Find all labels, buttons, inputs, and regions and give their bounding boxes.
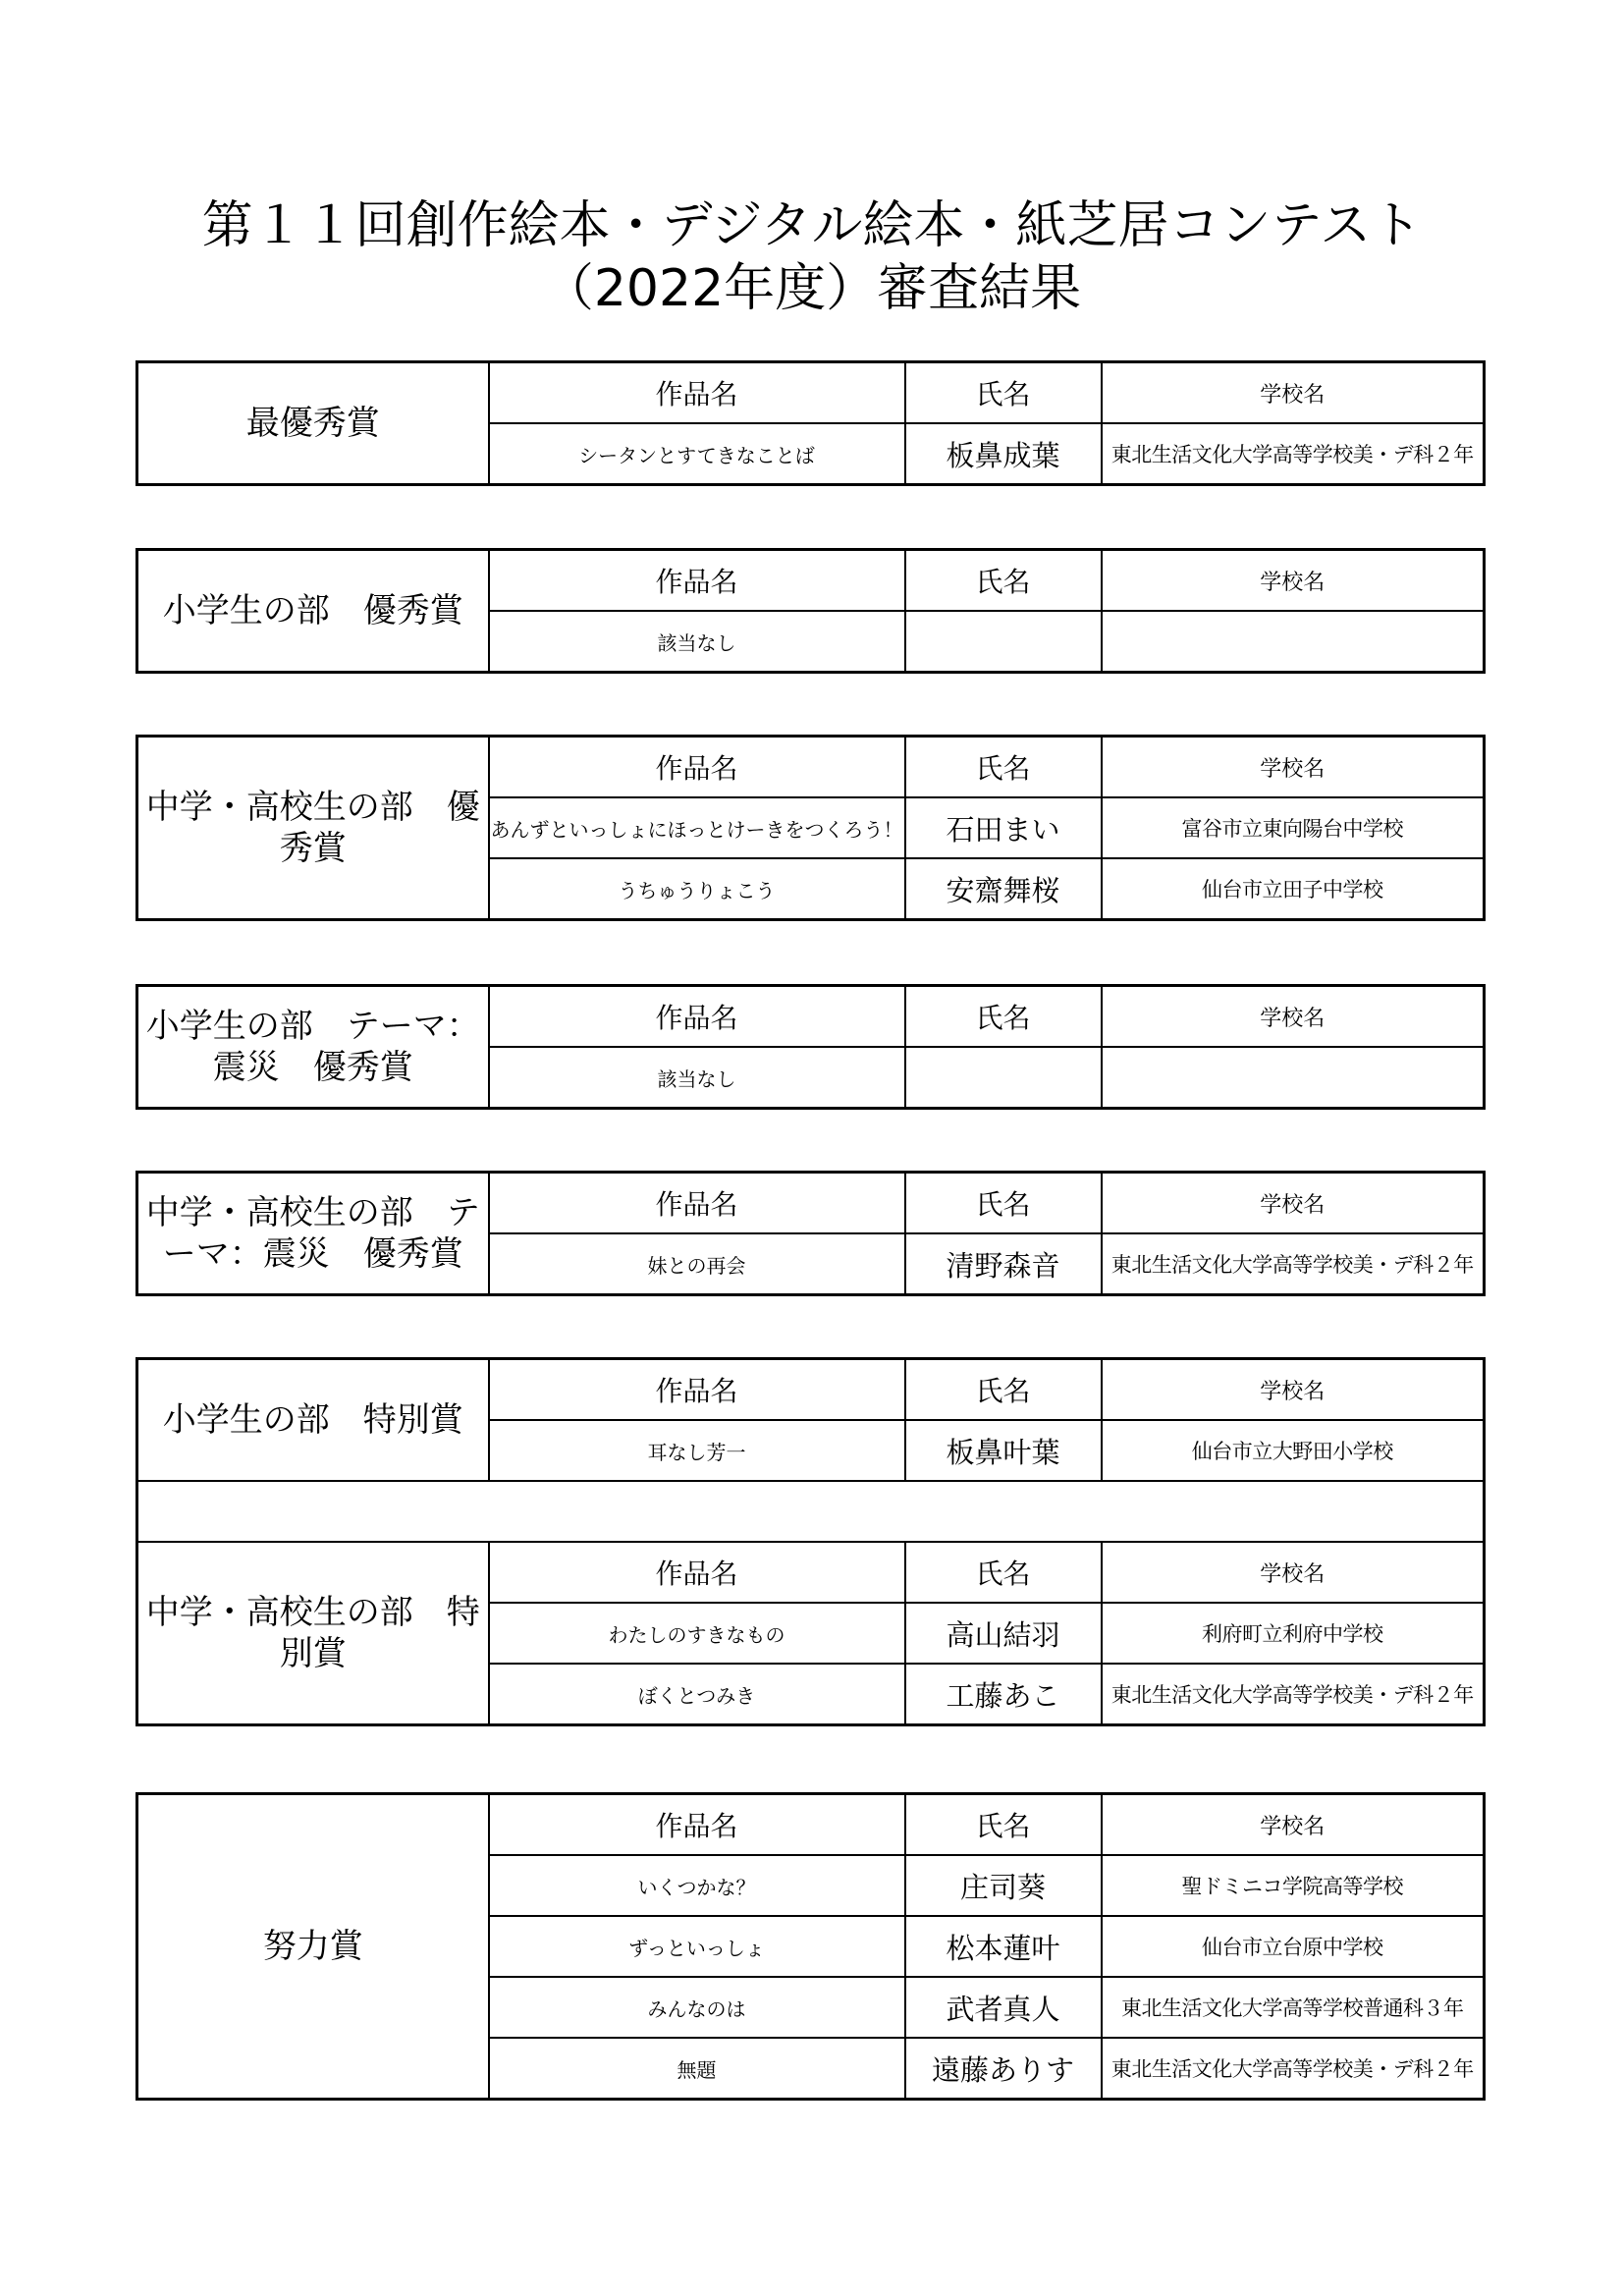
header-work: 作品名 (489, 362, 905, 424)
award-table-effort (135, 1792, 1486, 2101)
entry-school: 東北生活文化大学高等学校美・デ科２年 (1102, 1233, 1485, 1295)
header-school: 学校名 (1102, 1542, 1485, 1603)
entry-name: 遠藤ありす (905, 2038, 1102, 2100)
entry-work: 無題 (489, 2038, 905, 2100)
header-school: 学校名 (1102, 986, 1485, 1048)
award-category: 中学・高校生の部 特別賞 (137, 1542, 489, 1725)
entry-name: 板鼻成葉 (905, 423, 1102, 485)
entry-name: 庄司葵 (905, 1855, 1102, 1916)
entry-school: 東北生活文化大学高等学校美・デ科２年 (1102, 2038, 1485, 2100)
entry-work: 該当なし (489, 611, 905, 673)
header-work: 作品名 (489, 737, 905, 798)
header-name: 氏名 (905, 1359, 1102, 1421)
header-work: 作品名 (489, 986, 905, 1048)
entry-school: 仙台市立台原中学校 (1102, 1916, 1485, 1977)
entry-name: 武者真人 (905, 1977, 1102, 2038)
entry-school: 東北生活文化大学高等学校普通科３年 (1102, 1977, 1485, 2038)
award-category: 中学・高校生の部 テーマ：震災 優秀賞 (137, 1173, 489, 1295)
header-school: 学校名 (1102, 1794, 1485, 1856)
entry-work: みんなのは (489, 1977, 905, 2038)
entry-name: 高山結羽 (905, 1603, 1102, 1664)
title-line-1: 第１１回創作絵本・デジタル絵本・紙芝居コンテスト (201, 196, 1423, 255)
entry-work: いくつかな？ (489, 1855, 905, 1916)
header-name: 氏名 (905, 362, 1102, 424)
header-work: 作品名 (489, 1542, 905, 1603)
header-name: 氏名 (905, 1542, 1102, 1603)
award-category: 小学生の部 優秀賞 (137, 550, 489, 673)
entry-name: 松本蓮叶 (905, 1916, 1102, 1977)
entry-school: 富谷市立東向陽台中学校 (1102, 797, 1485, 858)
entry-work: 妹との再会 (489, 1233, 905, 1295)
header-school: 学校名 (1102, 737, 1485, 798)
entry-school: 東北生活文化大学高等学校美・デ科２年 (1102, 423, 1485, 485)
entry-work: あんずといっしょにほっとけーきをつくろう！ (489, 797, 905, 858)
entry-work: 該当なし (489, 1047, 905, 1109)
header-work: 作品名 (489, 1173, 905, 1234)
page-title (0, 194, 1624, 320)
entry-work: わたしのすきなもの (489, 1603, 905, 1664)
title-line-2: （2022年度）審査結果 (542, 259, 1082, 318)
header-name: 氏名 (905, 986, 1102, 1048)
award-table-secondary-disaster (135, 1171, 1486, 1296)
entry-name (905, 611, 1102, 673)
entry-school: 仙台市立大野田小学校 (1102, 1420, 1485, 1481)
header-school: 学校名 (1102, 550, 1485, 612)
award-category: 最優秀賞 (137, 362, 489, 485)
header-work: 作品名 (489, 1359, 905, 1421)
spacer-row (137, 1481, 1485, 1542)
award-table-elementary-excellence (135, 548, 1486, 674)
entry-work: うちゅうりょこう (489, 858, 905, 920)
entry-work: シータンとすてきなことば (489, 423, 905, 485)
header-name: 氏名 (905, 550, 1102, 612)
award-table-secondary-excellence (135, 735, 1486, 921)
entry-work: ぼくとつみき (489, 1664, 905, 1725)
entry-name: 安齋舞桜 (905, 858, 1102, 920)
header-school: 学校名 (1102, 1173, 1485, 1234)
award-category: 小学生の部 テーマ：震災 優秀賞 (137, 986, 489, 1109)
entry-work: 耳なし芳一 (489, 1420, 905, 1481)
header-name: 氏名 (905, 737, 1102, 798)
award-category: 努力賞 (137, 1794, 489, 2100)
award-table-elementary-disaster (135, 984, 1486, 1110)
entry-name: 工藤あこ (905, 1664, 1102, 1725)
entry-name: 石田まい (905, 797, 1102, 858)
entry-school: 仙台市立田子中学校 (1102, 858, 1485, 920)
award-category: 中学・高校生の部 優秀賞 (137, 737, 489, 920)
entry-name: 板鼻叶葉 (905, 1420, 1102, 1481)
header-work: 作品名 (489, 550, 905, 612)
entry-school (1102, 1047, 1485, 1109)
entry-school: 聖ドミニコ学院高等学校 (1102, 1855, 1485, 1916)
entry-name: 清野森音 (905, 1233, 1102, 1295)
entry-name (905, 1047, 1102, 1109)
entry-work: ずっといっしょ (489, 1916, 905, 1977)
header-school: 学校名 (1102, 362, 1485, 424)
award-table-grand-prize (135, 360, 1486, 486)
entry-school (1102, 611, 1485, 673)
header-name: 氏名 (905, 1173, 1102, 1234)
entry-school: 東北生活文化大学高等学校美・デ科２年 (1102, 1664, 1485, 1725)
header-name: 氏名 (905, 1794, 1102, 1856)
entry-school: 利府町立利府中学校 (1102, 1603, 1485, 1664)
header-work: 作品名 (489, 1794, 905, 1856)
award-table-special (135, 1357, 1486, 1726)
award-category: 小学生の部 特別賞 (137, 1359, 489, 1482)
header-school: 学校名 (1102, 1359, 1485, 1421)
